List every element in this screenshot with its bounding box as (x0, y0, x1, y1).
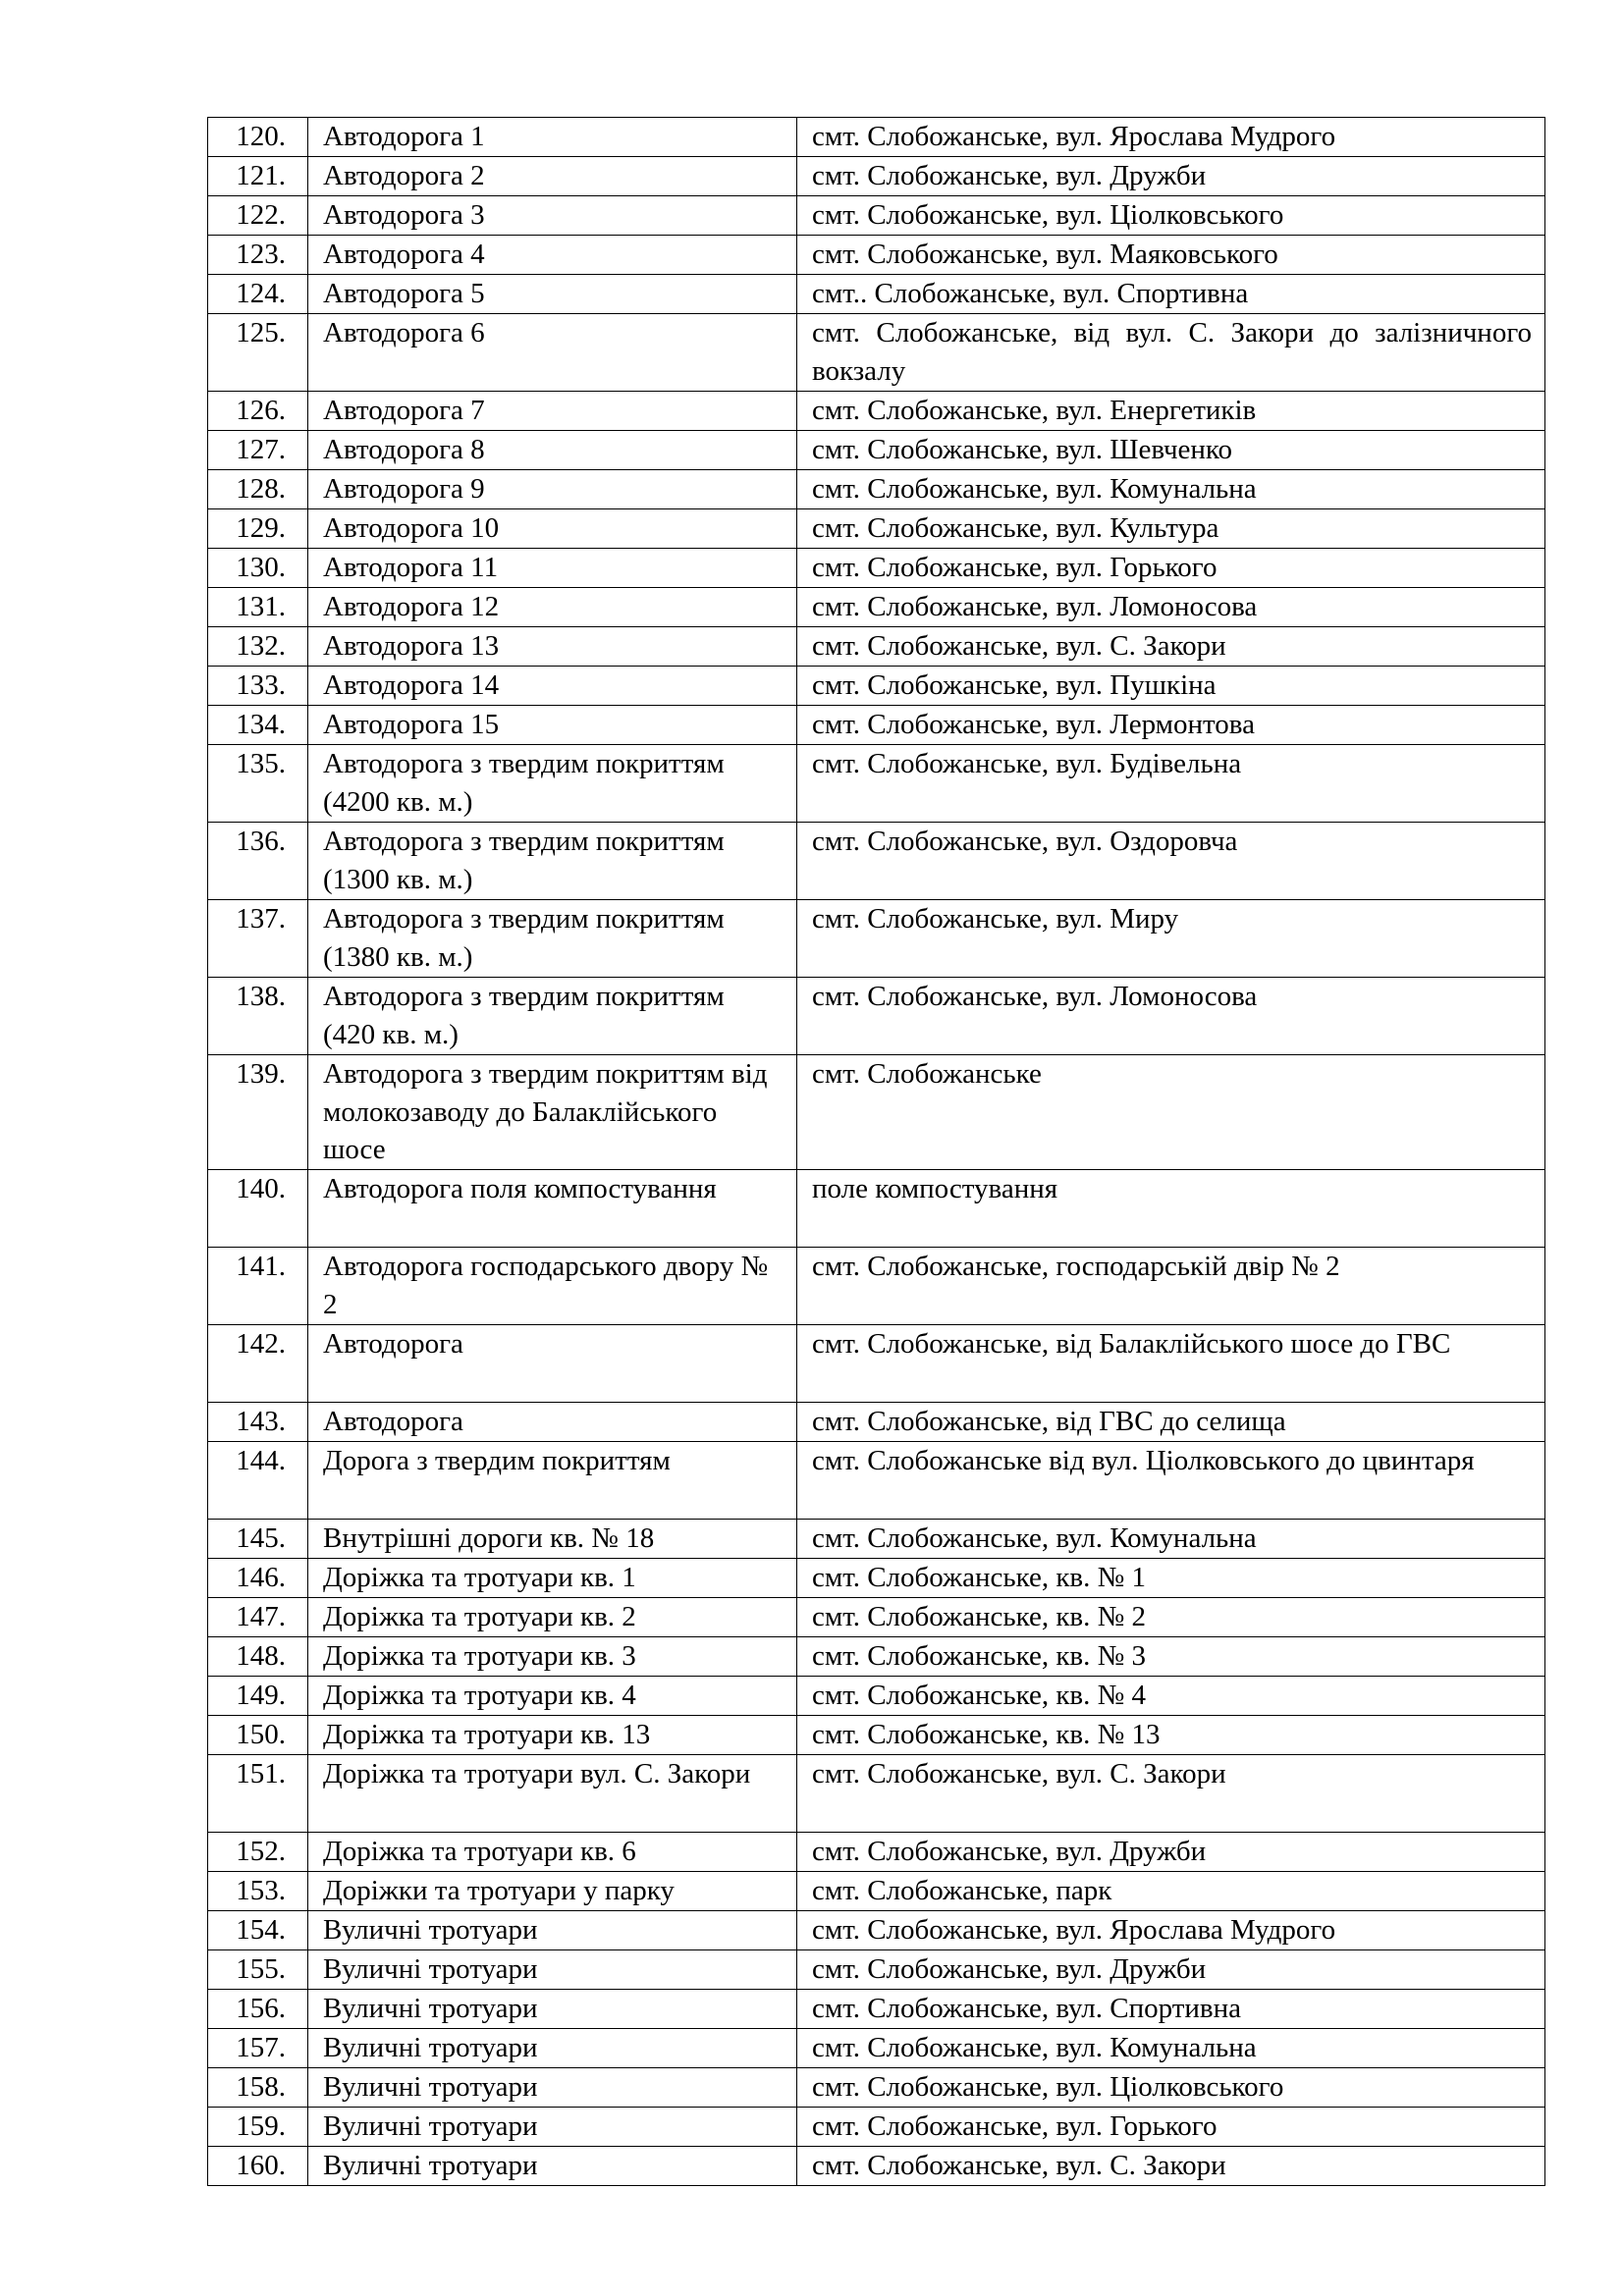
row-number: 145. (208, 1520, 308, 1559)
object-location: смт. Слобожанське, вул. Ярослава Мудрого (797, 118, 1545, 157)
object-name: Доріжки та тротуари у парку (308, 1872, 797, 1911)
object-location: смт. Слобожанське, вул. Комунальна (797, 1520, 1545, 1559)
object-name: Дорога з твердим покриттям (308, 1442, 797, 1520)
row-number: 123. (208, 236, 308, 275)
table-row (208, 431, 1545, 470)
object-location: смт. Слобожанське, кв. № 2 (797, 1598, 1545, 1637)
object-location: смт. Слобожанське, кв. № 4 (797, 1677, 1545, 1716)
object-name: Автодорога 3 (308, 196, 797, 236)
table-row (208, 2147, 1545, 2186)
object-location: смт. Слобожанське, вул. Пушкіна (797, 667, 1545, 706)
object-name: Автодорога 1 (308, 118, 797, 157)
object-name: Вуличні тротуари (308, 2147, 797, 2186)
row-number: 142. (208, 1325, 308, 1403)
object-name: Автодорога з твердим покриттям (420 кв. м.) (308, 978, 797, 1055)
object-location: поле компостування (797, 1170, 1545, 1248)
object-name: Автодорога 4 (308, 236, 797, 275)
row-number: 144. (208, 1442, 308, 1520)
object-name: Вуличні тротуари (308, 1990, 797, 2029)
object-location: смт. Слобожанське, вул. Шевченко (797, 431, 1545, 470)
row-number: 154. (208, 1911, 308, 1950)
object-name: Автодорога 2 (308, 157, 797, 196)
object-location: смт. Слобожанське, вул. С. Закори (797, 1755, 1545, 1833)
object-name: Внутрішні дороги кв. № 18 (308, 1520, 797, 1559)
row-number: 141. (208, 1248, 308, 1325)
object-name: Вуличні тротуари (308, 2068, 797, 2108)
table-row (208, 978, 1545, 1055)
table-row (208, 1833, 1545, 1872)
row-number: 137. (208, 900, 308, 978)
object-location: смт. Слобожанське, вул. Дружби (797, 1950, 1545, 1990)
object-location: смт. Слобожанське, вул. Дружби (797, 157, 1545, 196)
table-row (208, 1442, 1545, 1520)
row-number: 160. (208, 2147, 308, 2186)
table-row (208, 1911, 1545, 1950)
table-row (208, 900, 1545, 978)
table-row (208, 314, 1545, 392)
row-number: 149. (208, 1677, 308, 1716)
object-name: Доріжка та тротуари кв. 2 (308, 1598, 797, 1637)
object-location: смт. Слобожанське, кв. № 13 (797, 1716, 1545, 1755)
object-location: смт. Слобожанське, від ГВС до селища (797, 1403, 1545, 1442)
object-name: Автодорога господарського двору № 2 (308, 1248, 797, 1325)
object-location: смт. Слобожанське, вул. Ломоносова (797, 588, 1545, 627)
table-row (208, 2029, 1545, 2068)
object-name: Автодорога 13 (308, 627, 797, 667)
object-location: смт. Слобожанське, вул. Комунальна (797, 470, 1545, 509)
object-location: смт. Слобожанське, господарській двір № 2 (797, 1248, 1545, 1325)
object-name: Доріжка та тротуари кв. 13 (308, 1716, 797, 1755)
row-number: 126. (208, 392, 308, 431)
table-row (208, 1403, 1545, 1442)
object-name: Вуличні тротуари (308, 1950, 797, 1990)
object-name: Автодорога 9 (308, 470, 797, 509)
table-row (208, 1755, 1545, 1833)
row-number: 138. (208, 978, 308, 1055)
row-number: 127. (208, 431, 308, 470)
object-name: Автодорога 6 (308, 314, 797, 392)
row-number: 148. (208, 1637, 308, 1677)
object-name: Доріжка та тротуари кв. 3 (308, 1637, 797, 1677)
object-name: Автодорога (308, 1325, 797, 1403)
object-name: Автодорога з твердим покриттям (1300 кв. м.) (308, 823, 797, 900)
object-name: Автодорога 7 (308, 392, 797, 431)
object-location: смт. Слобожанське, вул. Миру (797, 900, 1545, 978)
object-location: смт. Слобожанське, вул. Культура (797, 509, 1545, 549)
roads-table-body (208, 118, 1545, 2186)
table-row (208, 275, 1545, 314)
table-row (208, 196, 1545, 236)
row-number: 125. (208, 314, 308, 392)
row-number: 129. (208, 509, 308, 549)
object-location: смт. Слобожанське, парк (797, 1872, 1545, 1911)
table-row (208, 1677, 1545, 1716)
table-row (208, 157, 1545, 196)
object-location: смт. Слобожанське (797, 1055, 1545, 1170)
row-number: 131. (208, 588, 308, 627)
object-location: смт. Слобожанське, вул. Спортивна (797, 1990, 1545, 2029)
object-name: Доріжка та тротуари кв. 1 (308, 1559, 797, 1598)
object-location: смт. Слобожанське від вул. Ціолковського до цвинтаря (797, 1442, 1545, 1520)
row-number: 150. (208, 1716, 308, 1755)
object-name: Вуличні тротуари (308, 1911, 797, 1950)
row-number: 146. (208, 1559, 308, 1598)
table-row (208, 1637, 1545, 1677)
table-row (208, 118, 1545, 157)
table-row (208, 2108, 1545, 2147)
object-location: смт. Слобожанське, вул. Ціолковського (797, 2068, 1545, 2108)
table-row (208, 549, 1545, 588)
object-location: смт. Слобожанське, вул. С. Закори (797, 627, 1545, 667)
row-number: 158. (208, 2068, 308, 2108)
object-location: смт. Слобожанське, вул. Комунальна (797, 2029, 1545, 2068)
object-name: Автодорога (308, 1403, 797, 1442)
row-number: 147. (208, 1598, 308, 1637)
object-name: Автодорога 12 (308, 588, 797, 627)
object-location: смт. Слобожанське, кв. № 3 (797, 1637, 1545, 1677)
row-number: 156. (208, 1990, 308, 2029)
roads-table (207, 117, 1545, 2186)
table-row (208, 470, 1545, 509)
object-location: смт. Слобожанське, вул. Ломоносова (797, 978, 1545, 1055)
row-number: 121. (208, 157, 308, 196)
table-row (208, 392, 1545, 431)
object-location: смт. Слобожанське, вул. Ярослава Мудрого (797, 1911, 1545, 1950)
object-name: Доріжка та тротуари кв. 6 (308, 1833, 797, 1872)
object-location: смт. Слобожанське, вул. Ціолковського (797, 196, 1545, 236)
object-name: Автодорога 10 (308, 509, 797, 549)
object-location: смт.. Слобожанське, вул. Спортивна (797, 275, 1545, 314)
row-number: 132. (208, 627, 308, 667)
row-number: 153. (208, 1872, 308, 1911)
row-number: 136. (208, 823, 308, 900)
table-row (208, 1559, 1545, 1598)
table-row (208, 1325, 1545, 1403)
row-number: 133. (208, 667, 308, 706)
row-number: 128. (208, 470, 308, 509)
object-name: Автодорога з твердим покриттям від молокозаводу до Балаклійського шосе (308, 1055, 797, 1170)
object-location: смт. Слобожанське, від Балаклійського шосе до ГВС (797, 1325, 1545, 1403)
table-row (208, 509, 1545, 549)
object-name: Автодорога 14 (308, 667, 797, 706)
row-number: 124. (208, 275, 308, 314)
table-row (208, 1248, 1545, 1325)
row-number: 155. (208, 1950, 308, 1990)
table-row (208, 627, 1545, 667)
row-number: 157. (208, 2029, 308, 2068)
object-location: смт. Слобожанське, вул. Лермонтова (797, 706, 1545, 745)
object-location: смт. Слобожанське, вул. Горького (797, 2108, 1545, 2147)
row-number: 159. (208, 2108, 308, 2147)
table-row (208, 236, 1545, 275)
table-row (208, 1872, 1545, 1911)
table-row (208, 706, 1545, 745)
object-name: Вуличні тротуари (308, 2029, 797, 2068)
table-row (208, 2068, 1545, 2108)
object-location: смт. Слобожанське, вул. Маяковського (797, 236, 1545, 275)
object-name: Автодорога 11 (308, 549, 797, 588)
object-name: Автодорога 15 (308, 706, 797, 745)
object-location: смт. Слобожанське, від вул. С. Закори до залізничного вокзалу (797, 314, 1545, 392)
row-number: 120. (208, 118, 308, 157)
object-name: Автодорога 8 (308, 431, 797, 470)
object-name: Автодорога з твердим покриттям (1380 кв. м.) (308, 900, 797, 978)
object-location: смт. Слобожанське, кв. № 1 (797, 1559, 1545, 1598)
row-number: 130. (208, 549, 308, 588)
table-row (208, 588, 1545, 627)
table-row (208, 1598, 1545, 1637)
row-number: 135. (208, 745, 308, 823)
object-name: Автодорога з твердим покриттям (4200 кв. м.) (308, 745, 797, 823)
object-name: Вуличні тротуари (308, 2108, 797, 2147)
table-row (208, 1520, 1545, 1559)
object-location: смт. Слобожанське, вул. Горького (797, 549, 1545, 588)
table-row (208, 1950, 1545, 1990)
table-row (208, 1990, 1545, 2029)
object-location: смт. Слобожанське, вул. Дружби (797, 1833, 1545, 1872)
object-name: Доріжка та тротуари вул. С. Закори (308, 1755, 797, 1833)
object-location: смт. Слобожанське, вул. С. Закори (797, 2147, 1545, 2186)
object-location: смт. Слобожанське, вул. Будівельна (797, 745, 1545, 823)
row-number: 134. (208, 706, 308, 745)
object-name: Автодорога поля компостування (308, 1170, 797, 1248)
table-row (208, 745, 1545, 823)
object-name: Доріжка та тротуари кв. 4 (308, 1677, 797, 1716)
row-number: 139. (208, 1055, 308, 1170)
table-row (208, 1055, 1545, 1170)
row-number: 152. (208, 1833, 308, 1872)
row-number: 122. (208, 196, 308, 236)
row-number: 140. (208, 1170, 308, 1248)
table-row (208, 1170, 1545, 1248)
object-location: смт. Слобожанське, вул. Енергетиків (797, 392, 1545, 431)
object-name: Автодорога 5 (308, 275, 797, 314)
table-row (208, 667, 1545, 706)
row-number: 143. (208, 1403, 308, 1442)
object-location: смт. Слобожанське, вул. Оздоровча (797, 823, 1545, 900)
table-row (208, 823, 1545, 900)
row-number: 151. (208, 1755, 308, 1833)
table-row (208, 1716, 1545, 1755)
